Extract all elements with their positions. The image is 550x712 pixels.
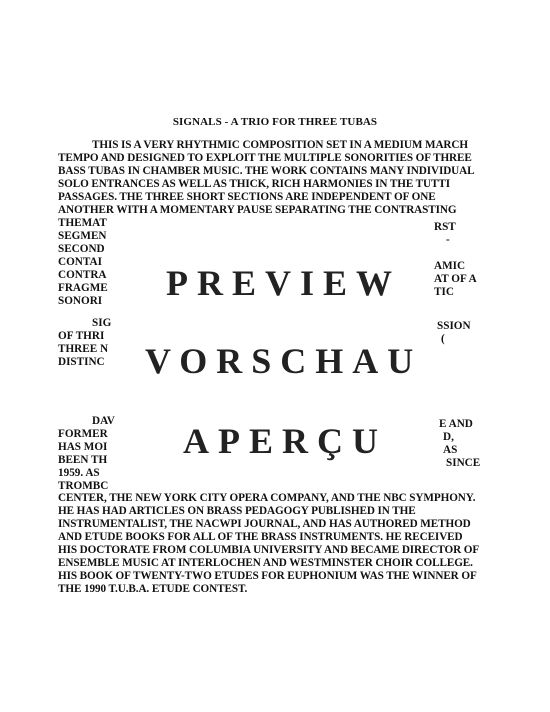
- watermark-apercu: APERÇU: [183, 421, 387, 461]
- paragraph1-left-fragment: CONTRA: [58, 269, 107, 281]
- paragraph3-line: AND ETUDE BOOKS FOR ALL OF THE BRASS INSTRUMENTS. HE RECEIVED: [58, 531, 463, 543]
- paragraph3-line: CENTER, THE NEW YORK CITY OPERA COMPANY, AND THE NBC SYMPHONY.: [58, 492, 476, 504]
- paragraph2-left-fragment: THREE N: [58, 343, 109, 355]
- paragraph1-right-fragment: AT OF A: [434, 273, 477, 285]
- paragraph3-right-fragment: AS: [443, 444, 458, 456]
- paragraph1-left-fragment: SEGMEN: [58, 230, 107, 242]
- paragraph1-right-fragment: TIC: [434, 286, 454, 298]
- paragraph2-left-fragment: DISTINC: [58, 356, 105, 368]
- paragraph3-left-fragment: 1959. AS: [58, 467, 100, 479]
- paragraph1-line: TEMPO AND DESIGNED TO EXPLOIT THE MULTIPLE SONORITIES OF THREE: [58, 152, 472, 164]
- paragraph2-left-fragment: OF THRI: [58, 330, 105, 342]
- paragraph3-line: HIS BOOK OF TWENTY-TWO ETUDES FOR EUPHONIUM WAS THE WINNER OF: [58, 570, 477, 582]
- paragraph3-line: ENSEMBLE MUSIC AT INTERLOCHEN AND WESTMINSTER CHOIR COLLEGE.: [58, 557, 473, 569]
- paragraph3-line: HE HAS HAD ARTICLES ON BRASS PEDAGOGY PUBLISHED IN THE: [58, 505, 416, 517]
- paragraph1-left-fragment: THEMAT: [58, 217, 107, 229]
- paragraph3-left-fragment: HAS MOI: [58, 441, 108, 453]
- paragraph3-left-fragment: TROMBC: [58, 480, 109, 492]
- paragraph1-left-fragment: CONTAI: [58, 256, 102, 268]
- paragraph1-line: THIS IS A VERY RHYTHMIC COMPOSITION SET IN A MEDIUM MARCH: [92, 139, 468, 151]
- paragraph3-line: HIS DOCTORATE FROM COLUMBIA UNIVERSITY AND BECAME DIRECTOR OF: [58, 544, 480, 556]
- paragraph1-left-fragment: SONORI: [58, 295, 103, 307]
- paragraph3-left-fragment: BEEN TH: [58, 454, 108, 466]
- paragraph1-right-fragment: RST: [434, 221, 456, 233]
- paragraph3-left-fragment: FORMER: [58, 428, 108, 440]
- paragraph3-line: THE 1990 T.U.B.A. ETUDE CONTEST.: [58, 583, 248, 595]
- paragraph1-left-fragment: SECOND: [58, 243, 105, 255]
- paragraph3-right-fragment: D,: [443, 431, 454, 443]
- paragraph1-right-fragment: -: [446, 234, 450, 246]
- watermark-vorschau: VORSCHAU: [145, 341, 423, 381]
- paragraph3-right-fragment: SINCE: [446, 457, 481, 469]
- paragraph2-right-fragment: SSION: [437, 320, 471, 332]
- paragraph3-right-fragment: E AND: [439, 418, 473, 430]
- paragraph1-line: ANOTHER WITH A MOMENTARY PAUSE SEPARATING THE CONTRASTING: [58, 204, 457, 216]
- paragraph1-right-fragment: AMIC: [434, 260, 466, 272]
- paragraph1-left-fragment: FRAGME: [58, 282, 108, 294]
- watermark-preview: PREVIEW: [166, 263, 402, 303]
- paragraph2-left-fragment: SIG: [92, 317, 112, 329]
- paragraph3-left-fragment: DAV: [92, 415, 115, 427]
- paragraph1-line: BASS TUBAS IN CHAMBER MUSIC. THE WORK CONTAINS MANY INDIVIDUAL: [58, 165, 475, 177]
- document-title: SIGNALS - A TRIO FOR THREE TUBAS: [172, 116, 378, 128]
- paragraph1-line: SOLO ENTRANCES AS WELL AS THICK, RICH HARMONIES IN THE TUTTI: [58, 178, 451, 190]
- paragraph1-line: PASSAGES. THE THREE SHORT SECTIONS ARE INDEPENDENT OF ONE: [58, 191, 436, 203]
- paragraph2-right-fragment: (: [441, 333, 445, 345]
- paragraph3-line: INSTRUMENTALIST, THE NACWPI JOURNAL, AND HAS AUTHORED METHOD: [58, 518, 471, 530]
